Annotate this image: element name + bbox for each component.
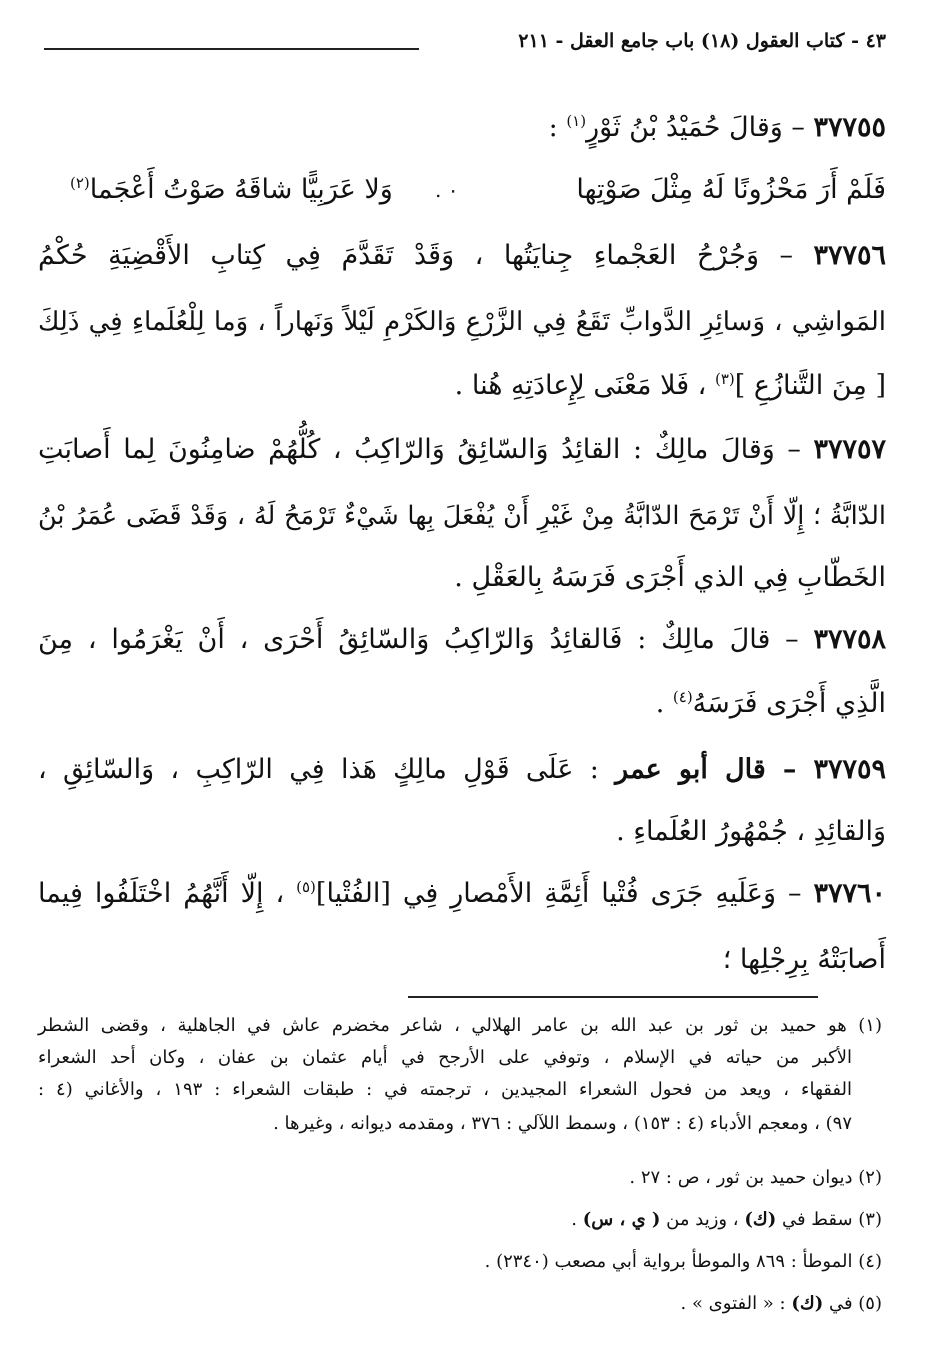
paragraph-37757-line-1 [38,430,886,470]
bracket-text: [ مِنَ التَّنازُعِ ] [734,370,886,401]
paragraph-text: : عَلَى قَوْلِ مالِكٍ هَذا فِي الرّاكِبِ ، وَالسّائِقِ ، [38,754,616,785]
paragraph-37759-line-1 [38,750,886,790]
footnote-text: (٣) سقط في [776,1209,882,1230]
footnote-ref: (١) [566,112,587,130]
paragraph-number: ٣٧٧٥٩ [813,754,886,785]
paragraph-text: الَّذِي أَجْرَى فَرَسَهُ [692,688,886,719]
paragraph-number: ٣٧٧٦٠ [813,878,886,909]
manuscript-siglum: ( ي ، س) [582,1209,661,1230]
paragraph-tail: ، فَلا مَعْنَى لِإِعادَتِهِ هُنا . [454,370,715,401]
header-rule [44,48,419,50]
paragraph-number: ٣٧٧٥٨ [813,624,886,655]
paragraph-37758-line-2 [38,684,886,724]
footnote-text: ، وزيد من [660,1209,745,1230]
paragraph-37755 [38,108,886,148]
verse-second-text: وَلا عَرَبِيًّا شاقَهُ صَوْتُ أَعْجَما [89,174,393,205]
paragraph-number: ٣٧٧٥٧ [813,434,886,465]
manuscript-siglum: (ك) [744,1209,777,1230]
footnote-2: (٢) ديوان حميد بن ثور ، ص : ٢٧ . [629,1167,882,1188]
paragraph-37757-line-2: الدّابَّةُ ؛ إِلّا أَنْ تَرْمَحَ الدّابَّةُ مِنْ غَيْرِ أَنْ يُفْعَلَ بِها شَيْءٌ تَرْمَحُ لَهُ ، وَقَدْ قَضَى عُمَرُ بْنُ [38,501,886,531]
footnote-1-line-4: ٩٧) ، ومعجم الأدباء (٤ : ١٥٣) ، وسمط اللآلي : ٣٧٦ ، ومقدمه ديوانه ، وغيرها . [273,1113,852,1134]
running-header: ٤٣ - كتاب العقول (١٨) باب جامع العقل - ٢١١ [518,30,886,52]
paragraph-37760-line-2: أَصابَتْهُ بِرِجْلِها ؛ [722,944,886,975]
paragraph-tail: . [655,688,673,719]
paragraph-37757-line-3: الخَطّابِ فِي الذي أَجْرَى فَرَسَهُ بِالعَقْلِ . [454,562,886,593]
paragraph-text: – قالَ مالِكٌ : فَالقائِدُ وَالرّاكِبُ وَالسّائِقُ أَحْرَى ، أَنْ يَغْرَمُوا ، مِنَ [38,624,814,655]
paragraph-tail: : [548,112,567,143]
paragraph-text: – وَعَلَيهِ جَرَى فُتْيا أَئِمَّةِ الأَمْصارِ فِي [الفُتْيا] [315,878,814,909]
paragraph-text: – وَجُرْحُ العَجْماءِ جِنايَتُها ، وَقَدْ تَقَدَّمَ فِي كِتابِ الأَقْضِيَةِ حُكْمُ [38,240,814,271]
footnote-text: . [571,1209,583,1230]
paragraph-37756-line-3 [38,366,886,406]
footnote-5 [38,1290,882,1318]
paragraph-37758-line-1 [38,620,886,660]
footnote-ref: (٥) [296,878,316,896]
paragraph-37756-line-2: المَواشِي ، وَسائِرِ الدَّوابِّ تَقَعُ فِي الزَّرْعِ وَالكَرْمِ لَيْلاً وَنَهاراً ، وَما لِلْعُلَماءِ فِي ذَلِكَ [38,307,886,337]
paragraph-number: ٣٧٧٥٦ [813,240,886,271]
footnote-rule [408,996,818,998]
footnote-4: (٤) الموطأ : ٨٦٩ والموطأ برواية أبي مصعب (٢٣٤٠) . [484,1251,882,1272]
footnote-ref: (٣) [714,370,735,388]
verse-second-hemistich [70,170,393,210]
verse-first-hemistich: فَلَمْ أَرَ مَحْزُونًا لَهُ مِثْلَ صَوْتِها [576,174,886,205]
manuscript-siglum: (ك) [791,1293,824,1314]
paragraph-tail: ، إِلّا أَنَّهُمُ اخْتَلَفُوا فِيما [38,878,297,909]
footnote-text: (٥) في [823,1293,882,1314]
footnote-1-line-1: (١) هو حميد بن ثور بن عبد الله بن عامر الهلالي ، شاعر مخضرم عاش في الجاهلية ، وقضى الشطر [38,1015,882,1036]
footnote-1-line-3: الفقهاء ، ويعد من فحول الشعراء المجيدين ، ترجمته في : طبقات الشعراء : ١٩٣ ، والأغاني (٤ : [38,1079,852,1100]
paragraph-37759-line-2: وَالقائِدِ ، جُمْهُورُ العُلَماءِ . [616,816,886,847]
footnote-ref: (٢) [70,174,90,192]
paragraph-text: – وَقالَ حُمَيْدُ بْنُ ثَوْرٍ [586,112,814,143]
footnote-3 [38,1206,882,1234]
footnote-1-line-2: الأكبر من حياته في الإسلام ، وتوفي على الأرجح في أيام عثمان بن عفان ، وكان أحد الشعراء [38,1047,852,1068]
paragraph-37760-line-1 [38,874,886,914]
paragraph-text: – وَقالَ مالِكٌ : القائِدُ وَالسّائِقُ وَالرّاكِبُ ، كُلُّهُمْ ضامِنُونَ لِما أَصابَتِ [38,434,814,465]
verse-separator: ٠ . [435,178,459,202]
speaker-name: – قال أبو عمر [615,754,814,785]
footnote-ref: (٤) [672,688,693,706]
paragraph-37756-line-1 [38,236,886,276]
footnote-text: : « الفتوى » . [680,1293,792,1314]
paragraph-number: ٣٧٧٥٥ [813,112,886,143]
